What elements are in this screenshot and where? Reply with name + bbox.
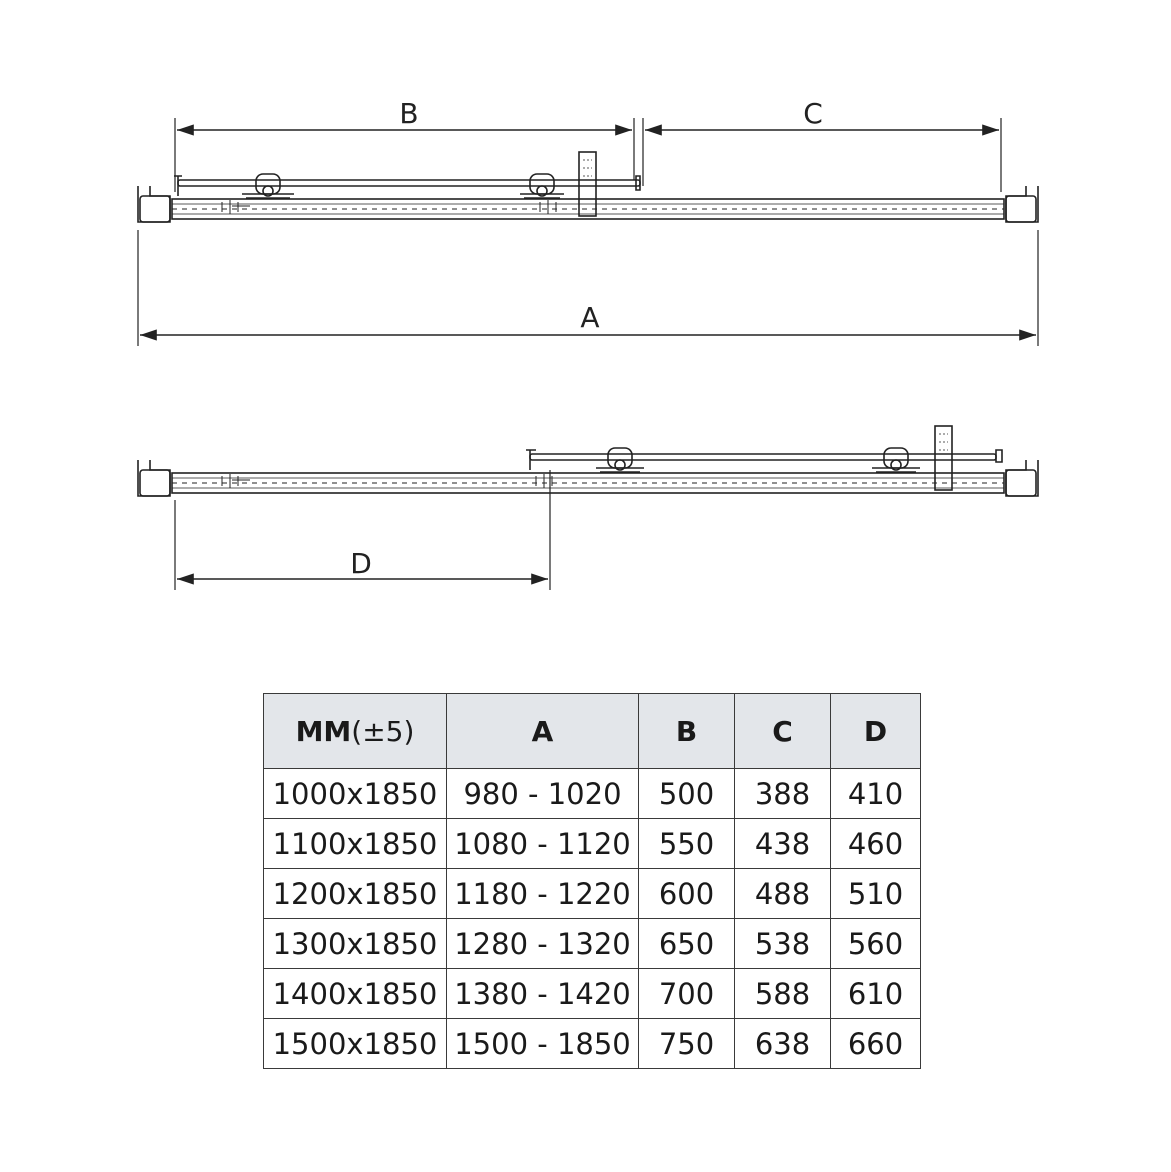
dimension-label-d: D: [350, 547, 372, 580]
cell-b: 600: [639, 869, 735, 919]
cell-size: 1300x1850: [264, 919, 447, 969]
cell-a: 980 - 1020: [447, 769, 639, 819]
table-row: [264, 769, 921, 819]
header-d: D: [831, 694, 921, 769]
wall-profile-right: [1006, 186, 1038, 222]
table-header-row: [264, 694, 921, 769]
table-row: [264, 869, 921, 919]
cell-size: 1100x1850: [264, 819, 447, 869]
cell-c: 638: [735, 1019, 831, 1069]
header-c: C: [735, 694, 831, 769]
cell-size: 1400x1850: [264, 969, 447, 1019]
cell-size: 1000x1850: [264, 769, 447, 819]
cell-size: 1200x1850: [264, 869, 447, 919]
door-handle: [579, 152, 596, 216]
table-row: [264, 969, 921, 1019]
cell-b: 750: [639, 1019, 735, 1069]
wall-profile-right-open: [1006, 460, 1038, 496]
dimension-label-b: B: [399, 97, 419, 130]
header-b: B: [639, 694, 735, 769]
header-unit: [264, 694, 447, 769]
cell-a: 1280 - 1320: [447, 919, 639, 969]
cell-c: 438: [735, 819, 831, 869]
table-row: [264, 919, 921, 969]
cell-d: 460: [831, 819, 921, 869]
cell-b: 650: [639, 919, 735, 969]
cell-b: 700: [639, 969, 735, 1019]
unit-label: MM: [295, 714, 352, 748]
dimension-label-a: A: [580, 301, 600, 334]
tolerance-label: (±5): [351, 714, 415, 748]
cell-d: 660: [831, 1019, 921, 1069]
cell-size: 1500x1850: [264, 1019, 447, 1069]
cell-d: 510: [831, 869, 921, 919]
cell-c: 488: [735, 869, 831, 919]
wall-profile-left-open: [138, 460, 170, 496]
table-row: [264, 1019, 921, 1069]
open-door-view: [138, 426, 1038, 590]
sliding-glass-panel-open: [530, 454, 996, 460]
cell-a: 1080 - 1120: [447, 819, 639, 869]
dimension-label-c: C: [803, 97, 823, 130]
cell-d: 410: [831, 769, 921, 819]
cell-b: 500: [639, 769, 735, 819]
table-row: [264, 819, 921, 869]
header-a: A: [447, 694, 639, 769]
cell-d: 610: [831, 969, 921, 1019]
cell-b: 550: [639, 819, 735, 869]
cell-c: 588: [735, 969, 831, 1019]
cell-d: 560: [831, 919, 921, 969]
sliding-glass-panel: [178, 180, 640, 186]
cell-a: 1380 - 1420: [447, 969, 639, 1019]
cell-a: 1180 - 1220: [447, 869, 639, 919]
cell-a: 1500 - 1850: [447, 1019, 639, 1069]
door-handle-open: [935, 426, 952, 490]
cell-c: 538: [735, 919, 831, 969]
cell-c: 388: [735, 769, 831, 819]
size-table: [263, 693, 921, 1069]
wall-profile-left: [138, 186, 170, 222]
